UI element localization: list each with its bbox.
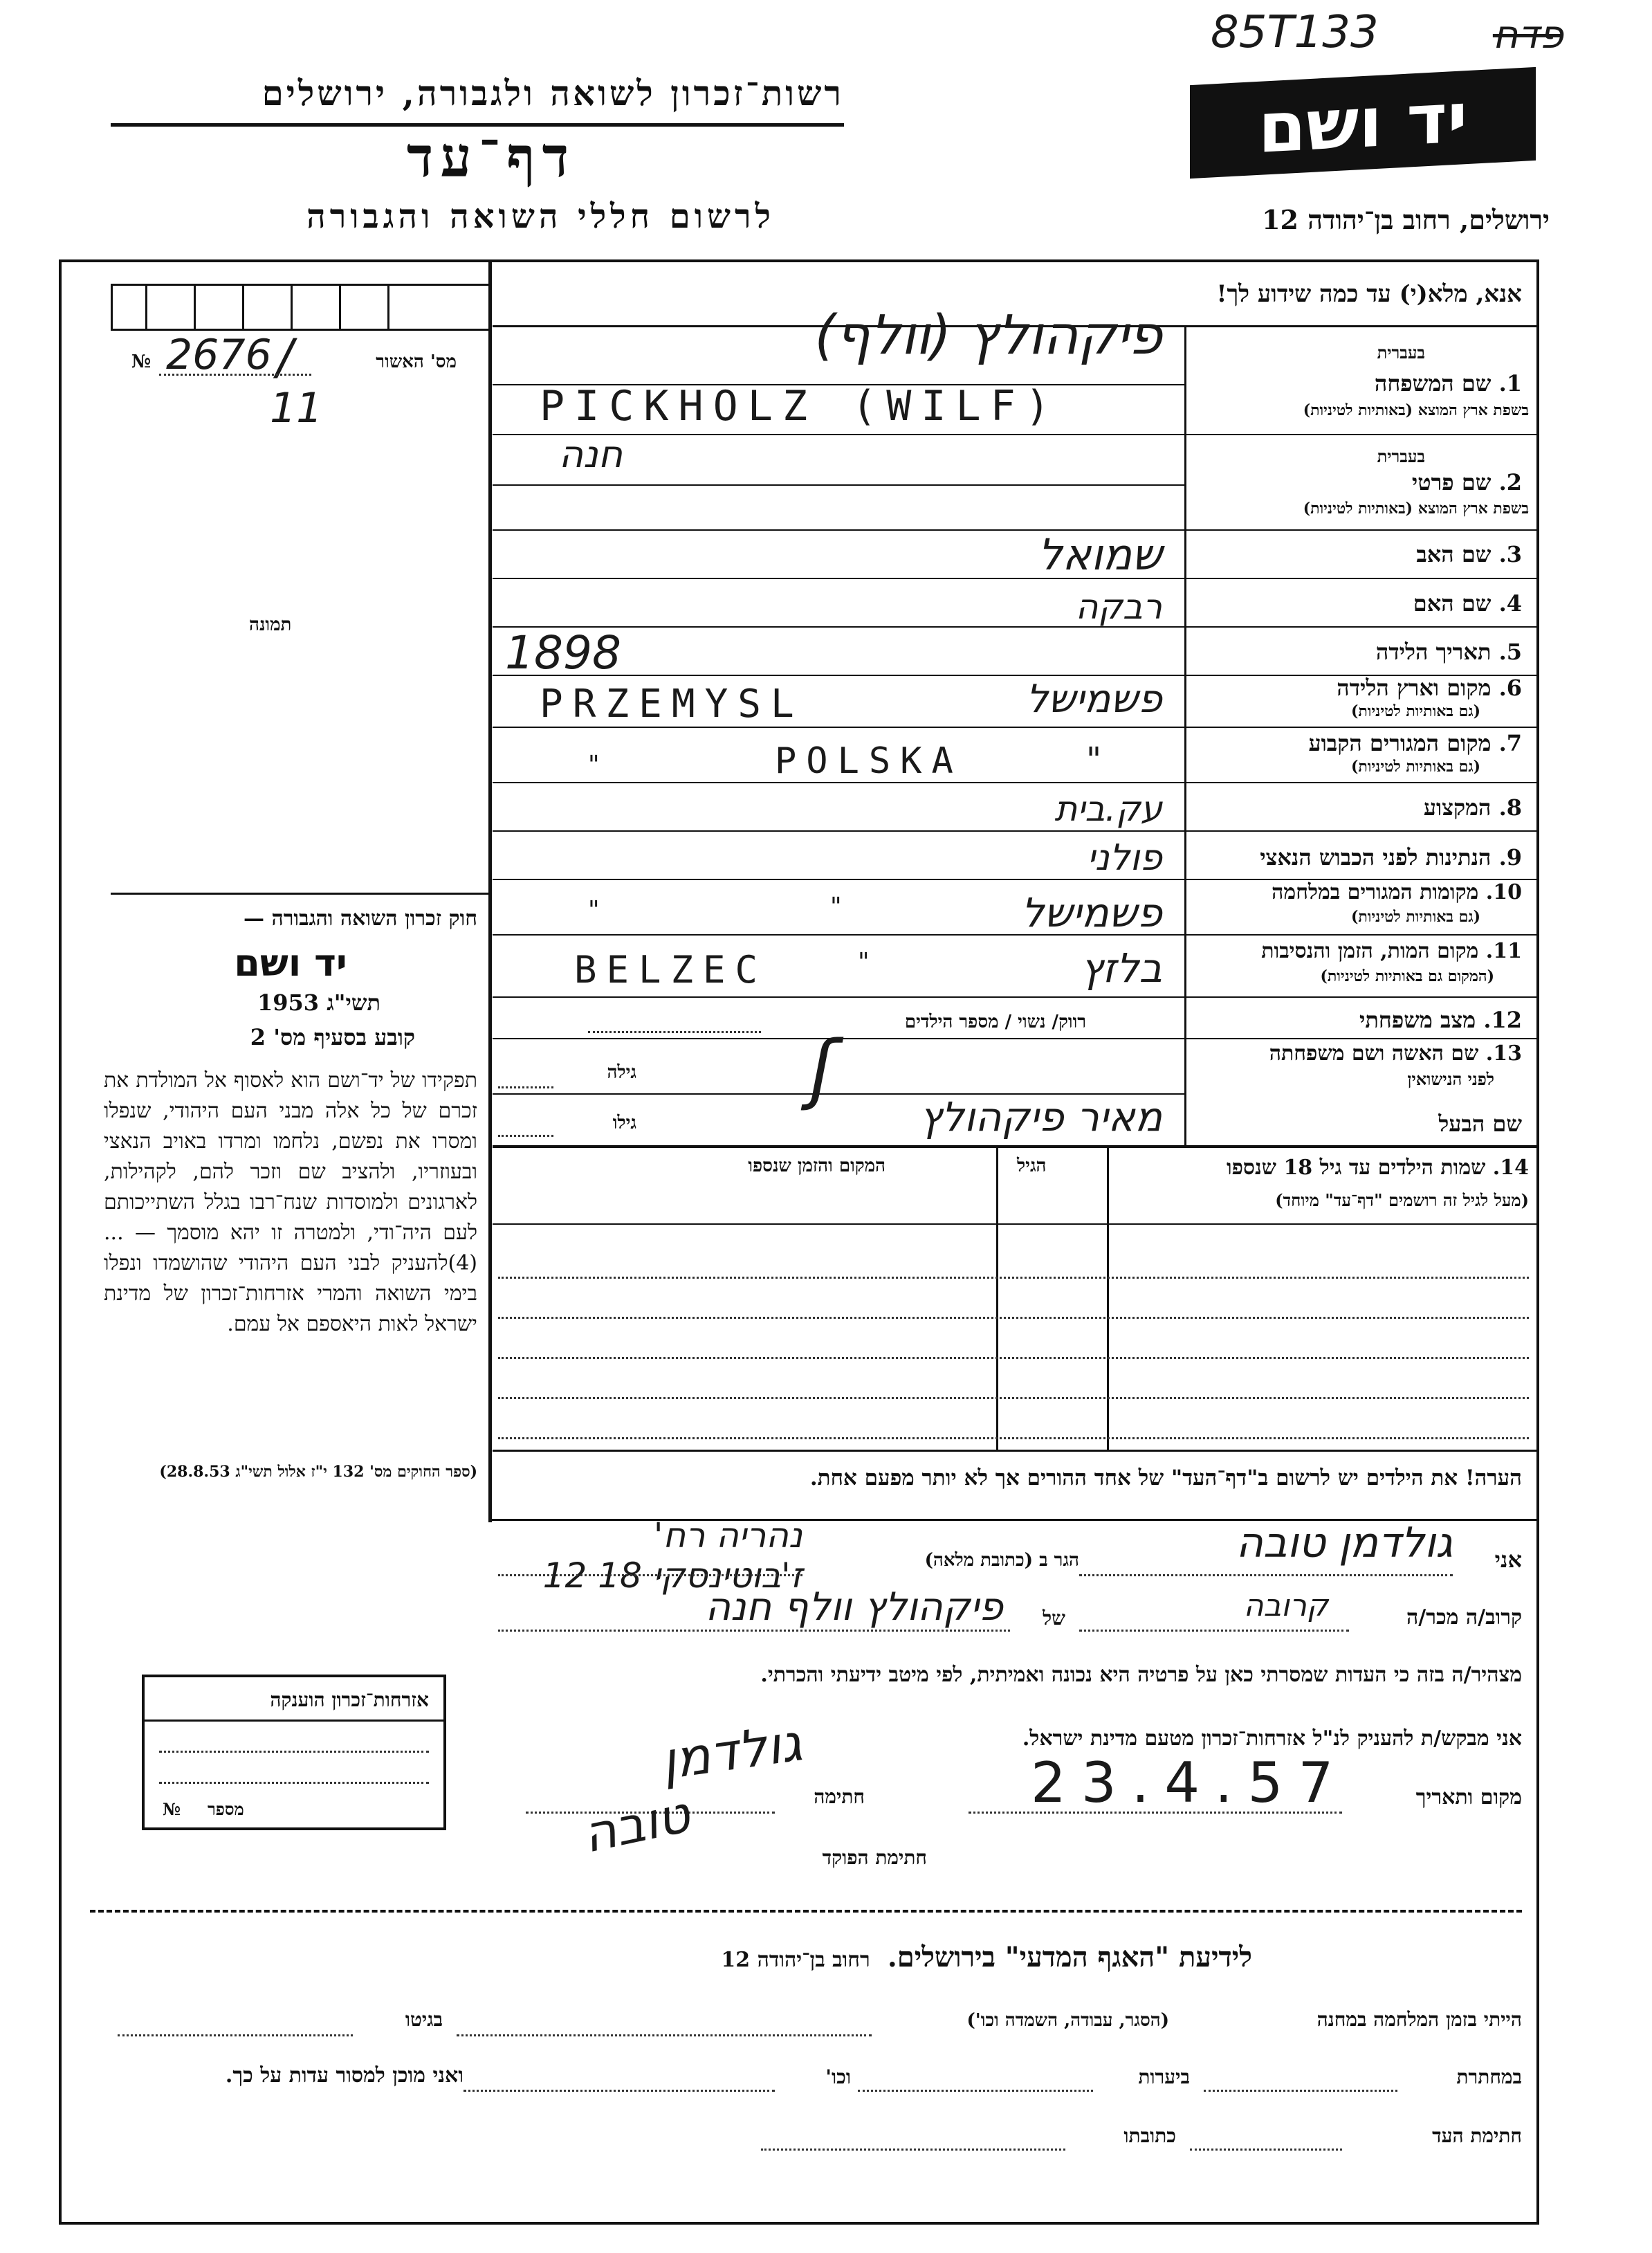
- footer-line3-addr: כתובתו: [1123, 2124, 1176, 2147]
- witness-address: נהריה רח' ז'בוטינסקי 18 12: [542, 1515, 802, 1596]
- husband-label: שם הבעל: [1438, 1111, 1522, 1137]
- place-date-label: מקום ותאריך: [1415, 1785, 1522, 1809]
- field-4-num: 4.: [1498, 590, 1522, 617]
- law-title: חוק זכרון השואה והגבורה —: [244, 906, 477, 931]
- field-3-value-he: שמואל: [1038, 529, 1162, 580]
- field-4-label: [1197, 590, 1522, 617]
- date-value: 23.4.57: [1031, 1751, 1349, 1815]
- field-13-label: [1197, 1041, 1522, 1066]
- archive-number: 85T133: [1211, 7, 1379, 58]
- row-sep-14: [493, 1145, 1539, 1148]
- cert-slash: /: [277, 329, 293, 385]
- footer-line2-dots-b: [858, 2090, 1093, 2092]
- field-12-dots: [588, 1031, 761, 1033]
- footer-line2-partisans: במחתרת: [1456, 2065, 1522, 2088]
- field-3-label: [1197, 541, 1522, 567]
- witness-relation-dots: [1079, 1630, 1349, 1632]
- field-13-age-label: גילה: [607, 1062, 636, 1083]
- husband-value-he: מאיר פיקהולץ: [919, 1093, 1162, 1140]
- law-ref: (ספר החוקים מס' 132 י"ז אלול תשי"ג 28.8.53): [159, 1463, 477, 1481]
- field-1-num: 1.: [1498, 370, 1522, 396]
- field-8-value-he: עק.בית: [1054, 789, 1162, 829]
- field-10-value-mid: ": [830, 893, 842, 921]
- field-1-value-he: פיקהולץ (וולף): [814, 304, 1162, 367]
- field-3-text: שם האב: [1416, 541, 1492, 567]
- field-11-value-mid: ": [858, 948, 870, 976]
- field-4-value-he: רבקה: [1075, 587, 1162, 627]
- field-5-num: 5.: [1498, 639, 1522, 665]
- signature-label: חתימה: [814, 1785, 865, 1808]
- field-2-value-he: חנה: [558, 432, 623, 476]
- field-10-value-left: ": [588, 896, 600, 924]
- field-7-value-latin: POLSKA: [775, 740, 963, 782]
- children-label: [1114, 1156, 1529, 1180]
- cert-number: 2676: [166, 331, 272, 379]
- note-text: הערה! את הילדים יש לרשום ב"דף־העד" של אחד ההורים אך לא יותר מפעם אחת.: [809, 1466, 1522, 1490]
- children-row-2: [498, 1317, 1529, 1319]
- witness-name-dots: [1079, 1574, 1453, 1576]
- field-8-label: [1197, 794, 1522, 821]
- field-13-signature-scribble: ʃ: [809, 1024, 835, 1113]
- field-10-label: [1197, 880, 1522, 904]
- field-1-hebrew-tag: בעברית: [1377, 343, 1425, 363]
- footer-line1-start: הייתי בזמן המלחמה במחנה: [1316, 2008, 1522, 2031]
- field-5-label: [1197, 639, 1522, 665]
- footer-title: [526, 1941, 1252, 1973]
- field-10-value-he: פשמישל: [1021, 889, 1162, 936]
- field-2-hebrew-tag: בעברית: [1377, 446, 1425, 466]
- field-12-status-options: רווק/ נשוי / מספר הילדים: [904, 1012, 1086, 1032]
- row-sep-11: [493, 996, 1539, 998]
- field-13-num: 13.: [1485, 1041, 1522, 1066]
- citizenship-title: אזרחות־זכרון הוענקה: [270, 1688, 429, 1711]
- footer-address: רחוב בן־יהודה 12: [721, 1948, 870, 1972]
- field-7-num: 7.: [1498, 730, 1522, 756]
- row-sep-7: [493, 782, 1539, 783]
- field-7-label: [1197, 730, 1522, 756]
- witness-lives-label: הגר ב (כתובת מלאה): [924, 1550, 1079, 1571]
- field-9-num: 9.: [1498, 844, 1522, 870]
- witness-of-dots: [498, 1630, 1010, 1632]
- field-7-value-he: ": [1086, 740, 1102, 779]
- field-1-label: [1197, 370, 1522, 396]
- field-7-value-left: ": [588, 751, 600, 779]
- footer-line3-dots-a: [1190, 2149, 1342, 2151]
- husband-age-label: גילו: [612, 1113, 636, 1133]
- field-13-age-dots: [498, 1086, 553, 1088]
- field-6-value-he: פשמישל: [1026, 677, 1162, 722]
- field-8-num: 8.: [1498, 794, 1522, 821]
- footer-line2-dots-a: [1204, 2090, 1397, 2092]
- field-2-hint: בשפת ארץ המוצא (באותיות לטיניות): [1303, 500, 1529, 518]
- field-11-num: 11.: [1485, 939, 1522, 963]
- field-9-value-he: פולני: [1087, 837, 1162, 879]
- children-text: שמות הילדים עד גיל 18 שנספו: [1226, 1156, 1486, 1180]
- children-row-1: [498, 1277, 1529, 1279]
- law-year: תשי"ג 1953: [257, 989, 380, 1016]
- form-title: דף־עד: [406, 125, 576, 190]
- cert-box-left: [111, 284, 113, 329]
- citizenship-rule: [142, 1720, 446, 1722]
- label-column-border: [1184, 325, 1186, 1145]
- law-top-rule: [111, 893, 488, 895]
- field-7-text: מקום המגורים הקבוע: [1308, 730, 1492, 756]
- footer-line2-dots-c: [464, 2090, 775, 2092]
- law-name: יד ושם: [234, 941, 347, 985]
- footer-line1-dots-b: [118, 2034, 353, 2036]
- field-1-hint: בשפת ארץ המוצא (באותיות לטיניות): [1303, 401, 1529, 419]
- children-row-3: [498, 1357, 1529, 1359]
- cert-dotted-line: [159, 374, 311, 376]
- witness-relation-value: קרובה: [1243, 1588, 1328, 1623]
- footer-line1-types: (הסגר, עבודה, השמדה וכו'): [966, 2010, 1169, 2031]
- archive-mark: פדח: [1492, 12, 1563, 57]
- field-5-text: תאריך הלידה: [1375, 639, 1492, 665]
- witness-declaration: מצהיר/ה בזה כי העדות שמסרתי כאן על פרטיה היא נכונה ואמיתית, לפי מיטב ידיעתי והכרתי.: [760, 1663, 1522, 1687]
- field-10-num: 10.: [1485, 880, 1522, 904]
- footer-dashed-separator: [90, 1910, 1522, 1913]
- field-1-value-latin: PICKHOLZ (WILF): [540, 382, 1060, 430]
- footer-title-text: לידיעת "האגף המדעי" בירושלים.: [887, 1941, 1252, 1973]
- field-2-text: שם פרטי: [1411, 469, 1492, 495]
- witness-of-value: פיקהולץ וולף חנה: [705, 1585, 1003, 1630]
- field-13-hint: לפני הנישואין: [1407, 1069, 1494, 1089]
- children-hint: (מעל לגיל זה רושמים "דף־עד" מיוחד): [1275, 1190, 1529, 1210]
- row-sep-2: [493, 484, 1184, 486]
- witness-relation-label: קרוב/ה מכר/ה: [1406, 1605, 1522, 1630]
- cert-sub: 11: [270, 384, 323, 432]
- witness-of-label: של: [1043, 1607, 1065, 1630]
- form-subtitle: לרשום חללי השואה והגבורה: [306, 197, 775, 236]
- officer-signature: טובה: [578, 1785, 695, 1864]
- citizenship-dots-2: [159, 1782, 429, 1784]
- field-12-num: 12.: [1483, 1007, 1522, 1033]
- field-10-hint: (גם באותיות לטיניות): [1350, 908, 1480, 926]
- field-1-text: שם המשפחה: [1374, 370, 1492, 396]
- footer-line3-dots-b: [761, 2149, 1065, 2151]
- field-6-hint: (גם באותיות לטיניות): [1350, 702, 1480, 720]
- footer-line1-ghetto: בגיטו: [405, 2008, 443, 2031]
- citizenship-dots-1: [159, 1751, 429, 1753]
- field-6-num: 6.: [1498, 675, 1522, 701]
- field-12-label: [1197, 1007, 1522, 1033]
- children-row-4: [498, 1397, 1529, 1399]
- field-3-num: 3.: [1498, 541, 1522, 567]
- logo-text: יד ושם: [1258, 77, 1468, 169]
- place-date-dots: [969, 1812, 1342, 1814]
- children-num: 14.: [1492, 1156, 1529, 1180]
- field-12-text: מצב משפחתי: [1359, 1007, 1476, 1033]
- signature-value: גולדמן: [657, 1713, 806, 1791]
- witness-address-dots: [498, 1574, 802, 1576]
- field-4-text: שם האם: [1413, 590, 1492, 617]
- husband-age-dots: [498, 1135, 553, 1137]
- row-sep-12: [493, 1038, 1539, 1039]
- children-row-5: [498, 1437, 1529, 1439]
- field-9-text: הנתינות לפני הכבוש הנאצי: [1260, 844, 1492, 870]
- instruction-text: אנא, מלא(י) עד כמה שידוע לך!: [1216, 280, 1522, 308]
- field-8-text: המקצוע: [1423, 794, 1492, 821]
- witness-request: אני מבקש/ת להעניק לנ"ל אזרחות־זכרון מטעם מדינת ישראל.: [1022, 1726, 1522, 1751]
- field-11-hint: (המקום גם באותיות לטיניות): [1320, 967, 1494, 985]
- field-6-text: מקום וארץ הלידה: [1337, 675, 1492, 701]
- law-clause: קובע בסעיף מס' 2: [250, 1024, 415, 1050]
- field-13-text: שם האשה ושם משפחתה: [1269, 1041, 1479, 1066]
- children-header-rule: [493, 1223, 1539, 1225]
- authority-name: רשות־זכרון לשואה ולגבורה, ירושלים: [261, 73, 844, 113]
- field-5-value: 1898: [505, 626, 621, 679]
- children-bottom-rule: [493, 1450, 1539, 1452]
- field-11-value-he: בלזץ: [1081, 945, 1162, 992]
- field-11-label: [1197, 939, 1522, 963]
- footer-line2-forests: ביערות: [1138, 2065, 1190, 2088]
- yad-vashem-logo: [1190, 67, 1536, 179]
- officer-label: חתימת הפוקד: [822, 1846, 927, 1869]
- header-address: ירושלים, רחוב בן־יהודה 12: [1262, 204, 1550, 235]
- field-11-value-latin: BELZEC: [574, 948, 768, 992]
- field-7-hint: (גם באותיות לטיניות): [1350, 758, 1480, 776]
- field-6-value-latin: PRZEMYSL: [540, 682, 804, 727]
- row-sep-8: [493, 830, 1539, 832]
- footer-line3-sig: חתימת העד: [1432, 2124, 1522, 2147]
- law-text: תפקידו של יד־ושם הוא לאסוף אל המולדת את זכרם של כל אלה מבני העם היהודי, שנפלו ומסרו את נפשם, נלחמו ומרדו באויב הנאצי ובעוזריו, ולהציב שם וזכר להם, לקהילות, לארגונים ולמוסדות שנח־רבו בגלל השתייכותם לעם היה־ודי, ולמטרה זו יהא מוסמך — ...(4)להעניק לבני העם היהודי שהושמדו ונפלו בימי השואה והמרי אזרחות־זכרון של מדינת ישראל לאות היאספם אל עמם.: [104, 1068, 477, 1336]
- footer-line2-etc: וכו': [825, 2065, 851, 2088]
- footer-line1-dots-a: [457, 2034, 872, 2036]
- cert-no-mark: №: [131, 352, 152, 372]
- field-9-label: [1197, 844, 1522, 870]
- witness-name: גולדמן טובה: [1236, 1519, 1453, 1567]
- field-11-text: מקום המות, הזמן והנסיבות: [1261, 939, 1479, 963]
- field-2-label: [1197, 469, 1522, 495]
- children-col-age: הגיל: [1017, 1156, 1047, 1176]
- cert-tick-marks: [145, 284, 436, 329]
- row-sep-1b: [493, 434, 1539, 435]
- citizenship-number-label: מספר: [208, 1799, 244, 1819]
- citizenship-no-mark: №: [163, 1799, 181, 1819]
- footer-line2-ready: ואני מוכן למסור עדות על כך.: [225, 2063, 464, 2088]
- field-2-num: 2.: [1498, 469, 1522, 495]
- photo-label: תמונה: [249, 614, 292, 635]
- cert-label: מס' האשור: [376, 352, 457, 372]
- children-col-place: המקום והזמן שנספו: [748, 1156, 885, 1176]
- field-10-text: מקומות המגורים במלחמה: [1272, 880, 1479, 904]
- row-sep-6: [493, 727, 1539, 728]
- witness-i-label: אני: [1494, 1547, 1522, 1573]
- children-row-dots: [498, 1239, 1529, 1446]
- field-6-label: [1197, 675, 1522, 701]
